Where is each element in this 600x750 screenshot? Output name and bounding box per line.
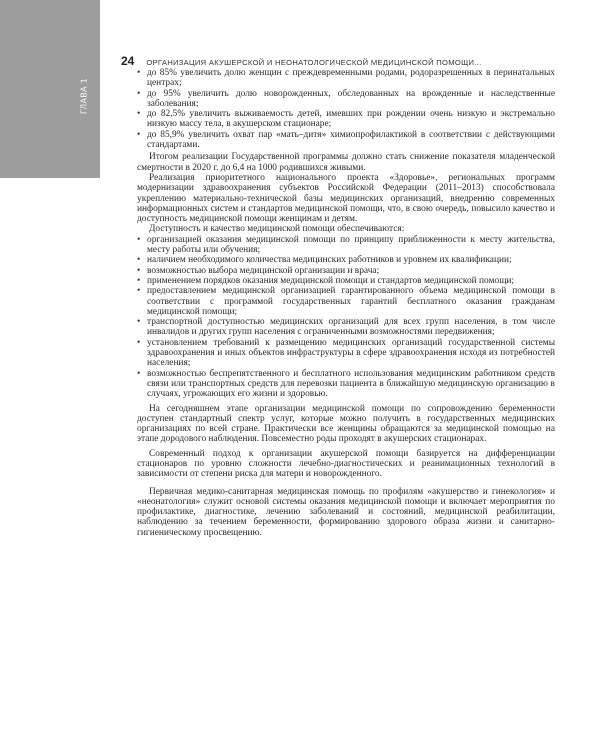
list-item: • до 85% увеличить долю женщин с преждевременными родами, родоразрешенных в перинатальных центрах; xyxy=(137,68,555,89)
paragraph: Итогом реализации Государственной программы должно стать снижение показателя младенческой смертности в 2020 г. до 6,4 на 1000 родившихся живыми. xyxy=(137,152,555,173)
target-indicators-list xyxy=(137,68,555,150)
list-item: • предоставлением медицинской организацией гарантированного объема медицинской помощи в соответствии с программой государственных гарантий бесплатного оказания гражданам медицинской помощи; xyxy=(137,286,555,317)
list-item: • организацией оказания медицинской помощи по принципу приближенности к месту жительства, месту работы или обучения; xyxy=(137,235,555,256)
chapter-label: ГЛАВА 1 xyxy=(79,78,89,114)
paragraph: Доступность и качество медицинской помощи обеспечиваются: xyxy=(149,224,405,235)
paragraph: На сегодняшнем этапе организации медицинской помощи по сопровождению беременности доступен стандартный спектр услуг, которые можно получить в государственных медицинских организациях по всей стране. Практически все женщины обращаются за медицинской помощью на этапе дородового наблюдения. Повсеместно роды проходят в акушерских стационарах. xyxy=(137,403,555,445)
page-number: 24 xyxy=(121,54,135,68)
list-item: • возможностью выбора медицинской организации и врача; xyxy=(137,266,555,276)
list-item: • наличием необходимого количества медицинских работников и уровнем их квалификации; xyxy=(137,255,555,265)
list-item: • транспортной доступностью медицинских организаций для всех групп населения, в том числе инвалидов и других групп населения с ограниченными возможностями передвижения; xyxy=(137,317,555,338)
list-item: • возможностью беспрепятственного и бесплатного использования медицинским работником средств связи или транспортных средств для перевозки пациента в ближайшую медицинскую организацию в случаях, угрожающих его жизни и здоровью. xyxy=(137,369,555,400)
list-item: • до 82,5% увеличить выживаемость детей, имевших при рождении очень низкую и экстремально низкую массу тела, в акушерском стационаре; xyxy=(137,109,555,130)
list-item: • установлением требований к размещению медицинских организаций государственной системы здравоохранения и иных объектов инфраструктуры в сфере здравоохранения исходя из потребностей населения; xyxy=(137,338,555,369)
paragraph: Первичная медико-санитарная медицинская помощь по профилям «акушерство и гинекология» и «неонатология» служит основой системы оказания медицинской помощи и включает мероприятия по профилактике, диагностике, лечению заболеваний и состояний, медицинской реабилитации, наблюдению за течением беременности, формированию здорового образа жизни и санитарно-гигиеническому просвещению. xyxy=(137,486,555,538)
list-item: • до 85,9% увеличить охват пар «мать–дитя» химиопрофилактикой в соответствии с действующими стандартами. xyxy=(137,130,555,151)
list-item: • применением порядков оказания медицинской помощи и стандартов медицинской помощи; xyxy=(137,276,555,286)
accessibility-factors-list xyxy=(137,235,555,400)
paragraph: Реализация приоритетного национального проекта «Здоровье», региональных программ модернизации здравоохранения субъектов Российской Федерации (2011–2013) способствовала укреплению материально-технической базы медицинских организаций, внедрению современных информационных систем и стандартов медицинской помощи, что, в свою очередь, повысило качество и доступность медицинской помощи женщинам и детям. xyxy=(137,172,555,225)
running-header-title: ОРГАНИЗАЦИЯ АКУШЕРСКОЙ И НЕОНАТОЛОГИЧЕСКОЙ МЕДИЦИНСКОЙ ПОМОЩИ... xyxy=(146,58,482,67)
list-item: • до 95% увеличить долю новорожденных, обследованных на врожденные и наследственные заболевания; xyxy=(137,89,555,110)
running-header xyxy=(121,54,561,68)
paragraph: Современный подход к организации акушерской помощи базируется на дифференциации стационаров по уровню сложности лечебно-диагностических и реанимационных технологий в зависимости от степени риска для матери и новорожденного. xyxy=(137,448,555,480)
page-body xyxy=(137,68,555,538)
